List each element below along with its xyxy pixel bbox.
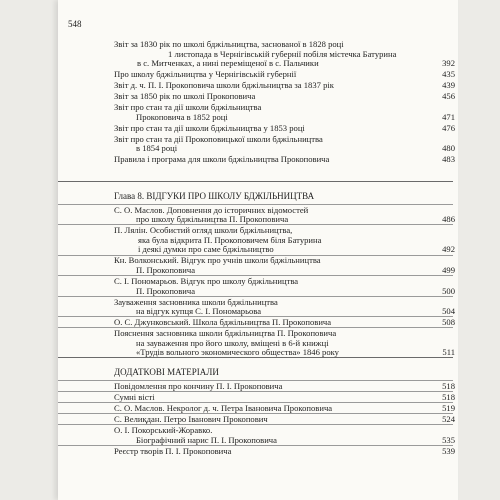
entry-text: на зауваження про його школу, вміщені в 6-й книжці: [136, 337, 329, 348]
toc-entry-continuation: [58, 244, 455, 254]
entry-text: Повідомлення про кончину П. І. Прокоповича: [114, 381, 283, 391]
toc-entry-continuation: [58, 143, 455, 153]
page-number: 548: [68, 19, 82, 29]
toc-entry-title: [58, 425, 455, 435]
entry-text: Звіт про стан та дії Прокоповицької школи бджільництва: [114, 133, 323, 144]
entry-divider: [58, 296, 453, 297]
entry-page-number: 392: [442, 58, 455, 69]
entry-text: Звіт про стан та дії школи бджільництва: [114, 102, 262, 113]
toc-entry-title: [58, 154, 455, 164]
entry-text: яка була відкрита П. Прокоповичем біля Батурина: [138, 234, 322, 245]
toc-entry-title: [58, 134, 455, 144]
entry-divider: [58, 424, 453, 425]
entry-text: П. Лялін. Особистий огляд школи бджільництва,: [114, 225, 293, 236]
section-separator: [58, 357, 453, 358]
entry-text: С. Велиқдан. Петро Іванович Прокопович: [114, 414, 268, 424]
entry-text: Сумні вісті: [114, 392, 155, 402]
entry-text: П. Прокоповича: [136, 264, 196, 275]
toc-entry-title: [58, 205, 455, 215]
entry-text: С. І. Пономарьов. Відгук про школу бджільництва: [114, 275, 299, 286]
entry-page-number: 499: [442, 264, 455, 275]
toc-entry-continuation: [58, 49, 455, 59]
entry-page-number: 456: [442, 91, 455, 102]
entry-text: Зауваження засновника школи бджільництва: [114, 296, 278, 307]
toc-entry-title: [58, 69, 455, 79]
toc-entry-continuation: [58, 435, 455, 445]
entry-text: Звіт д. ч. П. І. Прокоповича школи бджільництва за 1837 рік: [114, 80, 334, 91]
entry-page-number: 511: [442, 347, 455, 358]
entry-page-number: 480: [442, 143, 455, 154]
entry-text: О. І. Покорський-Жоравко.: [114, 425, 213, 435]
toc-entry-title: [58, 381, 455, 391]
entry-page-number: 483: [442, 154, 455, 165]
entry-divider: [58, 255, 453, 256]
section-heading: ДОДАТКОВІ МАТЕРІАЛИ: [114, 367, 219, 377]
toc-entry-title: [58, 392, 455, 402]
entry-divider: [58, 327, 453, 328]
toc-entry-title: [58, 80, 455, 90]
book-page: [58, 0, 458, 500]
entry-page-number: 435: [442, 69, 455, 80]
toc-entry-title: [58, 123, 455, 133]
toc-entry-title: [58, 414, 455, 424]
toc-entry-continuation: [58, 58, 455, 68]
toc-entry-continuation: [58, 235, 455, 245]
toc-entry-title: [58, 317, 455, 327]
entry-text: С. О. Маслов. Некролог д. ч. Петра Івановича Прокоповича: [114, 403, 333, 413]
entry-divider: [58, 224, 453, 225]
entry-text: 1 листопада в Чернігівській губернії побіля містечка Батурина: [168, 48, 397, 59]
entry-text: на відгук купця С. І. Пономарьова: [136, 306, 262, 317]
toc-entry-continuation: [58, 265, 455, 275]
entry-divider: [58, 391, 453, 392]
toc-entry-continuation: [58, 347, 455, 357]
entry-text: Про школу бджільництва у Чернігівській губернії: [114, 69, 297, 80]
toc-entry-title: [58, 446, 455, 456]
toc-entry-title: [58, 403, 455, 413]
entry-text: Правила і програма для школи бджільництва Прокоповича: [114, 154, 330, 165]
entry-text: С. О. Маслов. Доповнення до історичних відомостей: [114, 204, 309, 215]
entry-page-number: 519: [442, 403, 455, 413]
toc-entry-continuation: [58, 112, 455, 122]
entry-page-number: 524: [442, 414, 455, 424]
entry-text: в с. Митченках, а нині переміщеної в с. Пальчики: [137, 58, 319, 69]
toc-entry-title: [58, 297, 455, 307]
entry-text: про школу бджільництва П. Прокоповича: [136, 214, 289, 225]
entry-page-number: 535: [442, 434, 455, 445]
entry-page-number: 518: [442, 381, 455, 391]
entry-text: П. Прокоповича: [136, 285, 196, 296]
entry-text: і деякі думки про саме бджільництво: [138, 244, 274, 255]
toc-entry-title: [58, 276, 455, 286]
section-separator: [58, 181, 453, 182]
entry-page-number: 504: [442, 306, 455, 317]
entry-page-number: 471: [442, 111, 455, 122]
toc-entry-continuation: [58, 214, 455, 224]
entry-text: Пояснення засновника школи бджільництва П. Прокоповича: [114, 328, 337, 339]
entry-text: Прокоповича в 1852 році: [136, 111, 228, 122]
toc-entry-title: [58, 328, 455, 338]
toc-entry-continuation: [58, 286, 455, 296]
entry-text: в 1854 році: [136, 143, 178, 154]
entry-page-number: 500: [442, 285, 455, 296]
entry-text: Реєстр творів П. І. Прокоповича: [114, 445, 232, 456]
entry-text: Кн. Волконський. Відгук про учнів школи бджільництва: [114, 255, 321, 266]
entry-page-number: 508: [442, 317, 455, 328]
entry-divider: [58, 380, 453, 381]
section-heading: Глава 8. ВІДГУКИ ПРО ШКОЛУ БДЖІЛЬНИЦТВА: [114, 190, 315, 201]
toc-entry-continuation: [58, 306, 455, 316]
toc-entry-title: [58, 91, 455, 101]
entry-page-number: 492: [442, 244, 455, 255]
entry-divider: [58, 275, 453, 276]
entry-page-number: 439: [442, 80, 455, 91]
toc-entry-title: [58, 255, 455, 265]
entry-divider: [58, 413, 453, 414]
entry-divider: [58, 316, 453, 317]
entry-text: Біографічний нарис П. І. Прокоповича: [136, 434, 277, 445]
entry-text: Звіт за 1850 рік по школі Прокоповича: [114, 91, 256, 102]
entry-page-number: 518: [442, 392, 455, 402]
entry-divider: [58, 204, 453, 205]
entry-page-number: 486: [442, 214, 455, 225]
entry-divider: [58, 402, 453, 403]
toc-entry-title: [58, 102, 455, 112]
toc-entry-title: [58, 39, 455, 49]
toc-entry-continuation: [58, 338, 455, 348]
entry-text: «Трудів вольного экономического общества» 1846 року: [136, 347, 339, 358]
entry-divider: [58, 445, 453, 446]
toc-entry-title: [58, 225, 455, 235]
entry-page-number: 539: [442, 445, 455, 456]
entry-text: Звіт за 1830 рік по школі бджільництва, заснованої в 1828 році: [114, 39, 344, 49]
entry-text: О. С. Джунковський. Школа бджільництва П. Прокоповича: [114, 317, 332, 328]
entry-text: Звіт про стан та дії школи бджільництва у 1853 році: [114, 122, 305, 133]
entry-page-number: 476: [442, 122, 455, 133]
